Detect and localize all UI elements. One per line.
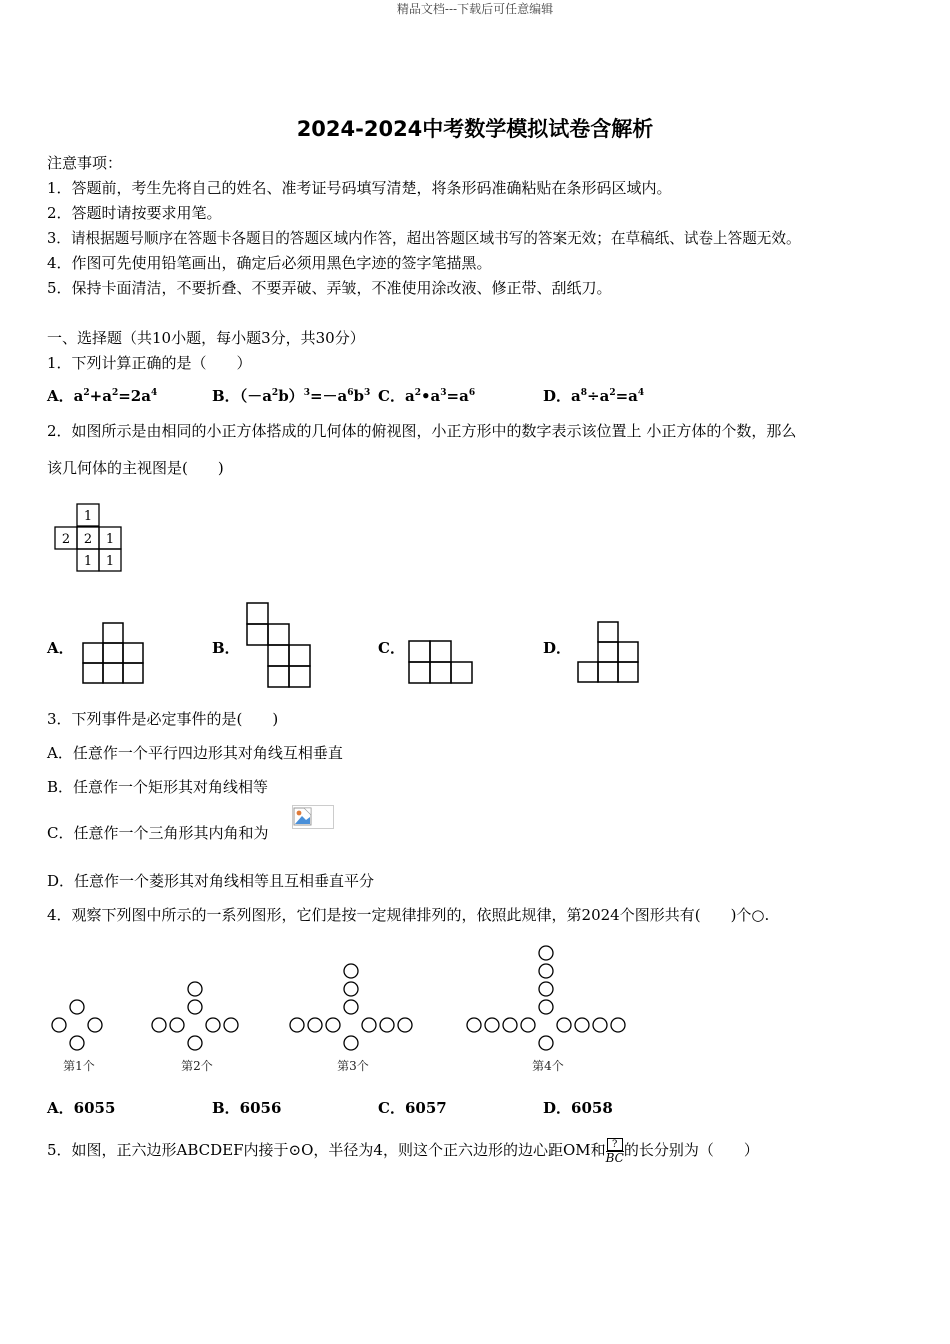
top-view-grid: [50, 500, 130, 580]
q1-option-b: B．$(-a^2b)^3=-a^6b^3$: [212, 387, 371, 405]
figure-caption: 第1个: [63, 1059, 95, 1073]
grid-number: 1: [105, 532, 115, 547]
q2-option-c-label: C．: [378, 639, 405, 657]
q4-option-c: C．6057: [378, 1099, 447, 1117]
notice-item: 1．答题前，考生先将自己的姓名、准考证号码填写清楚，将条形码准确粘贴在条形码区域内。: [47, 179, 672, 197]
question-4-stem: 4．观察下列图中所示的一系列图形，它们是按一定规律排列的，依照此规律，第2024个图形共有( )个○.: [47, 906, 770, 924]
arc-symbol: ?: [607, 1138, 623, 1151]
question-1-stem: 1．下列计算正确的是（ ）: [47, 354, 252, 372]
section-heading: 一、选择题（共10小题，每小题3分，共30分）: [47, 329, 365, 347]
notice-item: 5．保持卡面清洁，不要折叠、不要弄破、弄皱，不准使用涂改液、修正带、刮纸刀。: [47, 279, 612, 297]
page-title: 2024-2024中考数学模拟试卷含解析: [296, 117, 654, 141]
grid-number: 1: [83, 509, 93, 524]
question-2-stem-cont: 该几何体的主视图是( ): [47, 459, 224, 477]
notice-item: 2．答题时请按要求用笔。: [47, 204, 222, 222]
page-header: 精品文档---下载后可任意编辑: [396, 2, 554, 16]
arc-label: BC: [605, 1151, 624, 1165]
figure-caption: 第4个: [532, 1059, 564, 1073]
grid-number: 2: [61, 532, 71, 547]
grid-number: 2: [83, 532, 93, 547]
q5-stem-text-end: 的长分别为（ ）: [623, 1141, 759, 1159]
q3-option-c: C．任意作一个三角形其内角和为: [47, 824, 269, 842]
figure-caption: 第3个: [337, 1059, 369, 1073]
notice-heading: 注意事项：: [47, 154, 123, 172]
q3-option-b: B．任意作一个矩形其对角线相等: [47, 778, 269, 796]
arc-bc-fraction: [606, 1138, 624, 1164]
question-5-stem: [47, 1138, 759, 1164]
q2-option-b-label: B．: [212, 639, 240, 657]
q3-option-d: D．任意作一个菱形其对角线相等且互相垂直平分: [47, 872, 375, 890]
q1-option-c: C．$a^2•a^3=a^6$: [378, 387, 476, 405]
q2-option-d-figure: [576, 620, 644, 688]
notice-item: 3．请根据题号顺序在答题卡各题目的答题区域内作答，超出答题区域书写的答案无效；在草稿纸、试卷上答题无效。: [47, 230, 801, 247]
q2-option-b-figure: [244, 600, 312, 688]
q5-stem-text: 5．如图，正六边形ABCDEF内接于⊙O，半径为4，则这个正六边形的边心距OM和: [47, 1141, 606, 1159]
q1-option-d: D．$a^8\div a^2=a^4$: [543, 387, 645, 405]
q3-option-a: A．任意作一个平行四边形其对角线互相垂直: [47, 744, 343, 762]
q2-option-a-label: A．: [47, 639, 74, 657]
q2-option-d-label: D．: [543, 639, 572, 657]
notice-item: 4．作图可先使用铅笔画出，确定后必须用黑色字迹的签字笔描黑。: [47, 254, 492, 272]
grid-number: 1: [83, 554, 93, 569]
q4-option-d: D．6058: [543, 1099, 613, 1117]
circle-pattern-figure: [40, 935, 640, 1080]
broken-image-icon: [292, 805, 334, 829]
question-3-stem: 3．下列事件是必定事件的是( ): [47, 710, 279, 728]
figure-caption: 第2个: [181, 1059, 213, 1073]
question-2-stem: 2．如图所示是由相同的小正方体搭成的几何体的俯视图，小正方形中的数字表示该位置上 小正方体的个数，那么: [47, 422, 797, 440]
q4-option-a: A．6055: [47, 1099, 116, 1117]
q4-option-b: B．6056: [212, 1099, 282, 1117]
grid-number: 1: [105, 554, 115, 569]
q1-option-a: A．$a^2+a^2=2a^4$: [47, 387, 158, 405]
q2-option-c-figure: [406, 638, 474, 686]
q2-option-a-figure: [80, 620, 146, 688]
